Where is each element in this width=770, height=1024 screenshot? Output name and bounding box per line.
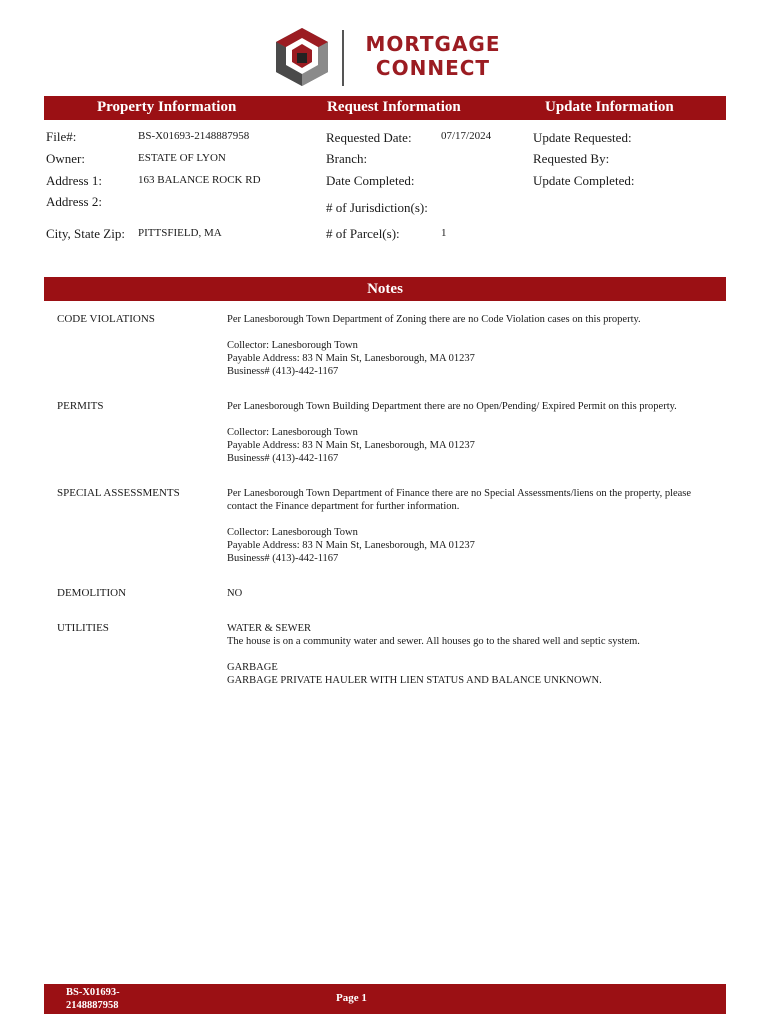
address2-label: Address 2: [46,194,102,209]
branch-label: Branch: [326,151,368,166]
footer-file-line-1: BS-X01693- [66,987,120,998]
permits-text: Per Lanesborough Town Building Department there are no Open/Pending/ Expired Permit on this property. [227,401,677,412]
file-label: File#: [46,129,77,144]
garbage-title: GARBAGE [227,662,278,673]
address1-value: 163 BALANCE ROCK RD [138,174,261,186]
utilities-section [227,622,747,687]
owner-value: ESTATE OF LYON [138,152,226,164]
requested-by-label: Requested By: [533,151,610,166]
permits-section [227,400,747,465]
code-violations-business: Business# (413)-442-1167 [227,366,339,377]
property-info-heading: Property Information [97,99,237,115]
special-assessments-collector: Collector: Lanesborough Town [227,527,358,538]
update-completed-label: Update Completed: [533,173,635,188]
special-assessments-business: Business# (413)-442-1167 [227,553,339,564]
request-info-heading: Request Information [327,99,461,115]
code-violations-collector: Collector: Lanesborough Town [227,340,358,351]
garbage-text: GARBAGE PRIVATE HAULER WITH LIEN STATUS AND BALANCE UNKNOWN. [227,675,602,686]
demolition-label: DEMOLITION [57,587,127,599]
permits-label: PERMITS [57,400,104,412]
permits-payable: Payable Address: 83 N Main St, Lanesborough, MA 01237 [227,440,475,451]
permits-collector: Collector: Lanesborough Town [227,427,358,438]
update-info-heading: Update Information [545,99,674,115]
update-requested-label: Update Requested: [533,130,632,145]
parcels-label: # of Parcel(s): [326,226,400,241]
water-sewer-title: WATER & SEWER [227,623,311,634]
city-state-zip-label: City, State Zip: [46,226,125,241]
footer-file-line-2: 2148887958 [66,1000,119,1011]
special-assessments-payable: Payable Address: 83 N Main St, Lanesborough, MA 01237 [227,540,475,551]
page-footer [44,984,726,1014]
special-assessments-text-2: contact the Finance department for further information. [227,501,460,512]
jurisdictions-label: # of Jurisdiction(s): [326,200,428,215]
info-header-bar [44,96,726,120]
page-number: Page 1 [336,992,367,1004]
special-assessments-label: SPECIAL ASSESSMENTS [57,487,180,499]
requested-date-value: 07/17/2024 [441,130,492,142]
code-violations-section [227,313,747,378]
notes-heading: Notes [44,277,726,301]
code-violations-text: Per Lanesborough Town Department of Zoning there are no Code Violation cases on this property. [227,314,641,325]
logo-line-1: MORTGAGE [365,32,501,56]
special-assessments-text-1: Per Lanesborough Town Department of Finance there are no Special Assessments/liens on the property, please [227,488,692,499]
file-value: BS-X01693-2148887958 [138,130,250,142]
owner-label: Owner: [46,151,85,166]
logo-wordmark [352,32,514,80]
parcels-value: 1 [441,227,447,239]
company-logo [272,26,522,90]
code-violations-label: CODE VIOLATIONS [57,313,155,325]
address1-label: Address 1: [46,173,102,188]
code-violations-payable: Payable Address: 83 N Main St, Lanesborough, MA 01237 [227,353,475,364]
footer-file-number [66,986,120,1012]
utilities-label: UTILITIES [57,622,109,634]
special-assessments-section [227,487,747,565]
water-sewer-text: The house is on a community water and sewer. All houses go to the shared well and septic system. [227,636,640,647]
logo-line-2: CONNECT [375,56,491,80]
logo-cube-icon [272,26,332,88]
requested-date-label: Requested Date: [326,130,412,145]
date-completed-label: Date Completed: [326,173,415,188]
demolition-value: NO [227,588,243,599]
permits-business: Business# (413)-442-1167 [227,453,339,464]
logo-divider [342,30,344,86]
city-state-zip-value: PITTSFIELD, MA [138,227,222,239]
